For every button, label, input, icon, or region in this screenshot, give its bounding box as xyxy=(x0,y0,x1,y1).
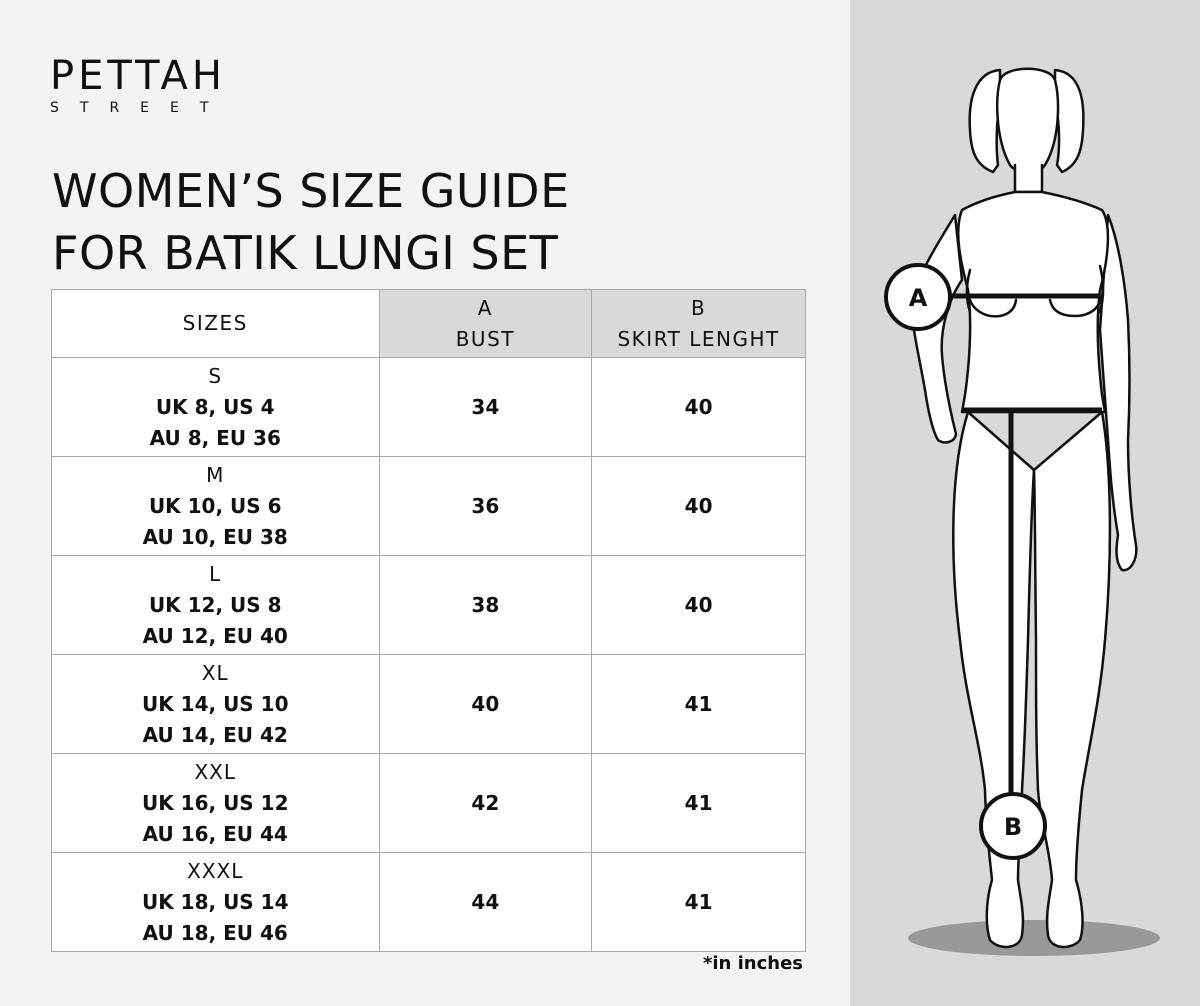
size-uk-us: UK 14, US 10 xyxy=(141,691,289,716)
size-cell xyxy=(52,853,380,952)
page-title xyxy=(52,160,812,284)
skirt-length-value: 41 xyxy=(592,754,806,853)
header-bust-label: BUST xyxy=(455,326,515,351)
marker-a-label: A xyxy=(908,284,928,312)
size-uk-us: UK 16, US 12 xyxy=(141,790,289,815)
head xyxy=(997,69,1058,173)
bust-value: 34 xyxy=(379,358,592,457)
bust-value: 36 xyxy=(379,457,592,556)
left-leg xyxy=(953,412,1034,947)
size-au-eu: AU 14, EU 42 xyxy=(142,722,288,747)
bust-value: 44 xyxy=(379,853,592,952)
header-sizes xyxy=(52,290,380,358)
neck xyxy=(1015,165,1042,192)
hair-left xyxy=(970,70,1000,172)
header-bust-letter: A xyxy=(477,295,493,320)
size-au-eu: AU 10, EU 38 xyxy=(142,524,288,549)
header-skirt-letter: B xyxy=(690,295,707,320)
size-au-eu: AU 12, EU 40 xyxy=(142,623,288,648)
size-au-eu: AU 16, EU 44 xyxy=(142,821,288,846)
hair-right xyxy=(1055,70,1083,172)
right-leg xyxy=(1034,412,1110,947)
size-name: M xyxy=(206,462,225,487)
size-table xyxy=(51,289,806,952)
marker-b-label: B xyxy=(1003,813,1023,841)
header-skirt-length xyxy=(592,290,806,358)
size-name: XXL xyxy=(194,759,237,784)
marker-b xyxy=(981,794,1045,858)
table-row xyxy=(52,556,806,655)
skirt-length-value: 41 xyxy=(592,853,806,952)
unit-footnote: *in inches xyxy=(702,953,803,974)
body-figure-illustration xyxy=(850,0,1200,1006)
table-row xyxy=(52,754,806,853)
title-line-2: FOR BATIK LUNGI SET xyxy=(52,226,559,280)
bust-value: 40 xyxy=(379,655,592,754)
skirt-length-value: 40 xyxy=(592,457,806,556)
size-cell xyxy=(52,457,380,556)
size-au-eu: AU 18, EU 46 xyxy=(142,920,288,945)
size-cell xyxy=(52,358,380,457)
size-uk-us: UK 8, US 4 xyxy=(155,394,275,419)
brand-name: PETTAH xyxy=(50,53,226,99)
torso xyxy=(958,192,1108,412)
header-skirt-label: SKIRT LENGHT xyxy=(617,326,780,351)
ground-shadow xyxy=(908,920,1160,956)
bust-value: 42 xyxy=(379,754,592,853)
table-header-row xyxy=(52,290,806,358)
size-au-eu: AU 8, EU 36 xyxy=(149,425,281,450)
size-cell xyxy=(52,655,380,754)
header-bust xyxy=(379,290,592,358)
size-name: L xyxy=(209,561,222,586)
marker-a xyxy=(886,265,950,329)
table-row xyxy=(52,457,806,556)
skirt-length-value: 41 xyxy=(592,655,806,754)
title-line-1: WOMEN’S SIZE GUIDE xyxy=(52,164,570,218)
skirt-length-value: 40 xyxy=(592,358,806,457)
size-name: S xyxy=(208,363,223,388)
size-cell xyxy=(52,556,380,655)
table-row xyxy=(52,655,806,754)
size-cell xyxy=(52,754,380,853)
size-uk-us: UK 12, US 8 xyxy=(148,592,282,617)
size-uk-us: UK 10, US 6 xyxy=(148,493,282,518)
size-name: XXXL xyxy=(187,858,244,883)
skirt-length-value: 40 xyxy=(592,556,806,655)
header-sizes-label: SIZES xyxy=(182,311,248,335)
size-uk-us: UK 18, US 14 xyxy=(141,889,289,914)
bust-value: 38 xyxy=(379,556,592,655)
brand-sub: STREET xyxy=(50,100,230,116)
brand-logo xyxy=(50,53,270,116)
size-name: XL xyxy=(201,660,229,685)
table-row xyxy=(52,358,806,457)
table-row xyxy=(52,853,806,952)
